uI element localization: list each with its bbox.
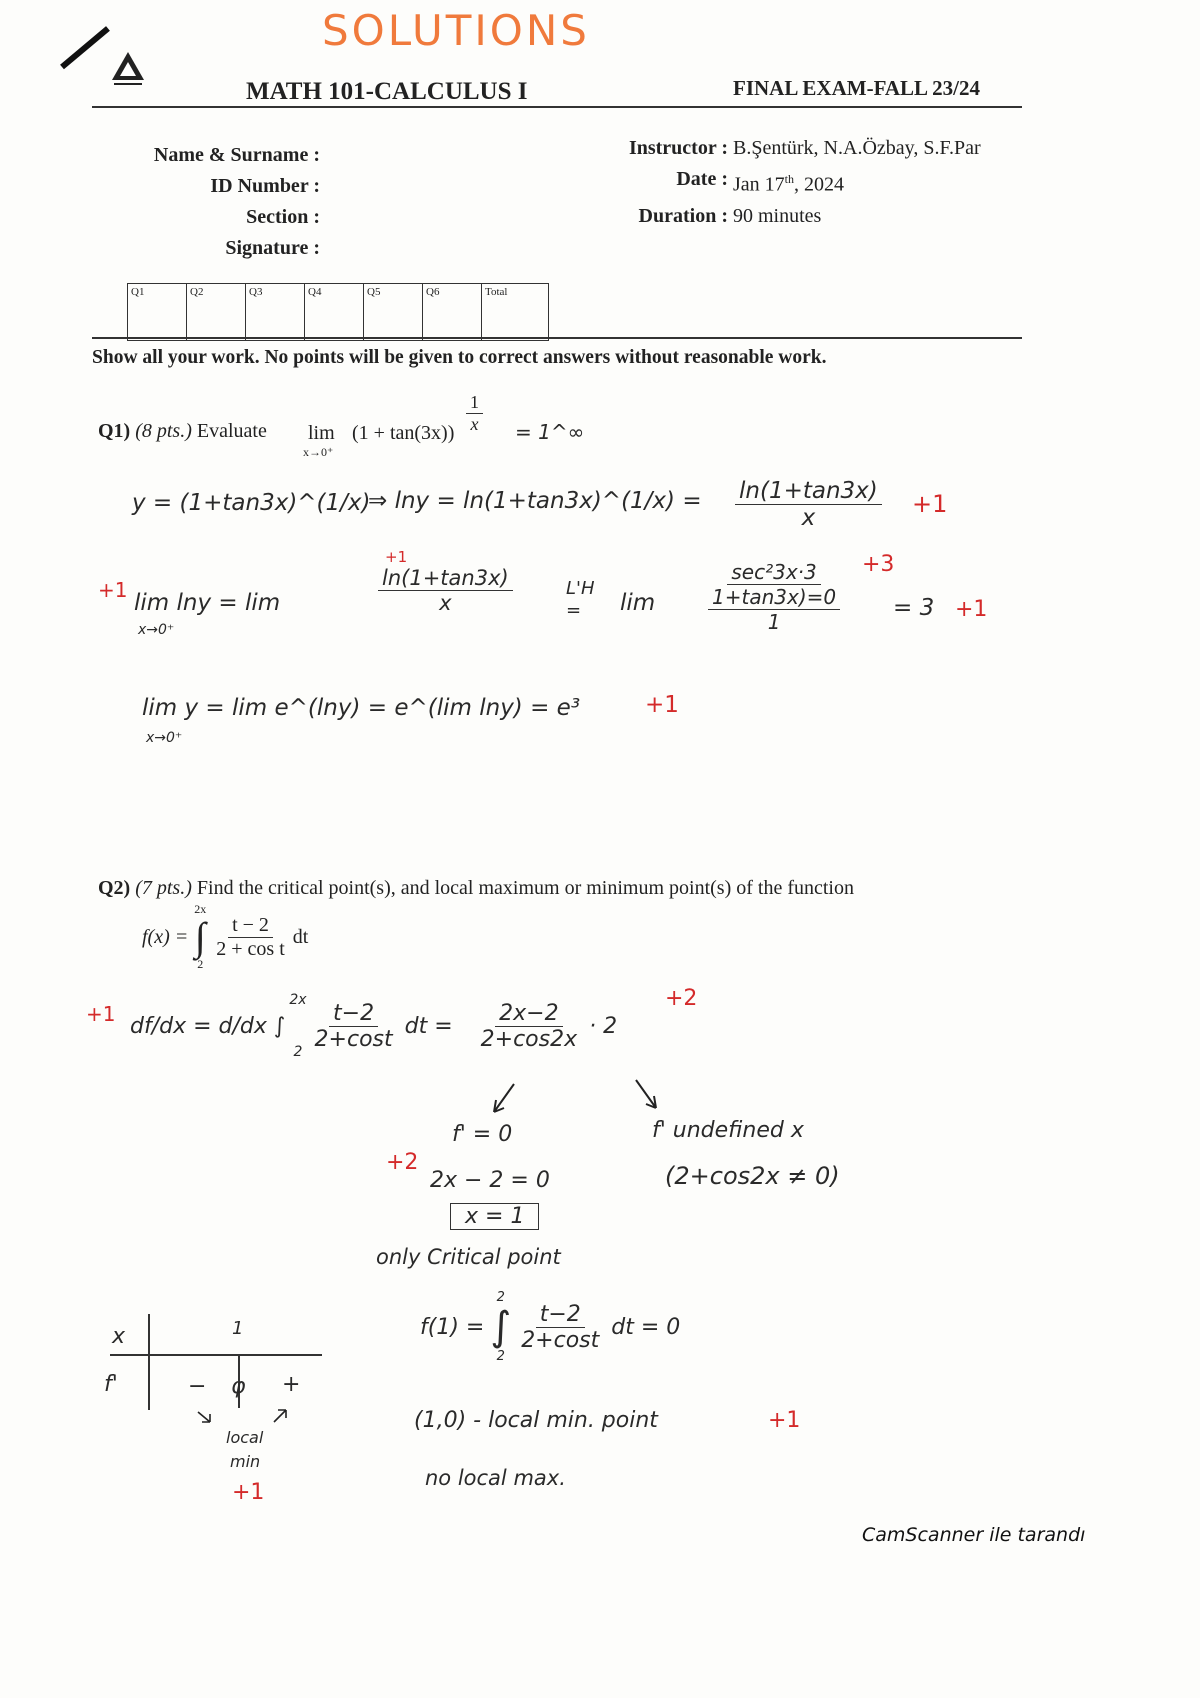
q1-line2-small-points: +1 [385,548,408,566]
q1-line1-points: +1 [912,490,948,518]
increase-arrow-icon [272,1406,292,1430]
q1-line3: lim y = lim e^(lny) = e^(lim lny) = e³ [142,695,581,721]
header-rule [92,106,1022,108]
field-name: Name & Surname : [153,144,320,166]
q2-no-max: no local max. [425,1466,566,1490]
q1-line2-points-left: +1 [98,578,128,602]
q2-eq2: x = 1 [450,1203,539,1230]
q2-f-zero: f' = 0 [452,1122,513,1147]
sign-table-fprime: f' [104,1372,118,1397]
q1-lim: lim [308,422,335,444]
q2-only-critical: only Critical point [376,1245,561,1269]
score-table [127,283,549,341]
scanner-watermark: CamScanner ile tarandı [862,1524,1086,1546]
q2-deriv-res-points: +2 [665,986,698,1011]
q1-expr: (1 + tan(3x)) [352,422,455,444]
pen-mark [60,26,110,69]
sign-table-x: x [112,1324,126,1349]
decrease-arrow-icon [196,1408,216,1432]
arrow-right-icon [632,1076,662,1120]
duration-label: Duration : [638,204,728,227]
q2-derivative: df/dx = d/dx ∫ 2x 2 $\frac{t-2}{2+\cos t}$ dt = $\frac{2x-2}{2+\cos 2x}$ · 2 [130,992,618,1060]
q1-line3-points: +1 [645,692,679,718]
score-cell-q2[interactable]: Q2 [187,284,246,341]
score-cell-q1[interactable]: Q1 [128,284,187,341]
q2-deriv-points: +1 [86,1002,116,1026]
q1-line2-points-a: +3 [862,552,895,577]
sign-table-local: local [226,1428,264,1447]
q1-line1-frac: $\frac{\ln(1+\tan 3x)}{x}$ [735,478,882,531]
q1-prompt: Q1) (8 pts.) Evaluate [98,420,267,442]
field-section: Section : [246,206,320,228]
course-title: MATH 101-CALCULUS I [246,78,528,105]
field-id: ID Number : [210,175,320,197]
q1-line2-lim: lim [620,590,656,616]
q1-lhopital: L'H = [566,578,595,621]
sign-table-zero: φ [231,1374,246,1399]
q1-line2-result: = 3 [893,595,935,621]
q2-f-zero-points: +2 [386,1150,419,1175]
student-fields [110,140,320,264]
arrow-left-icon [488,1080,518,1124]
q1-line1-lhs: y = (1+tan3x)^(1/x) [132,490,371,516]
exam-title: FINAL EXAM-FALL 23/24 [733,76,980,100]
q1-line2-frac: $\frac{\ln(1+\tan 3x)}{x}$ [378,566,513,615]
university-logo-icon [108,48,148,92]
solutions-title: SOLUTIONS [322,6,590,55]
q1-line2-sub: x→0⁺ [138,622,175,638]
sign-table-plus: + [282,1372,301,1397]
q2-prompt: Q2) (7 pts.) Find the critical point(s), and local maximum or minimum point(s) of the function [98,877,854,899]
instructor-value: B.Şentürk, N.A.Özbay, S.F.Par [733,137,981,159]
exam-info [560,133,981,232]
q1-line1-mid: ⇒ lny = ln(1+tan3x)^(1/x) = [368,488,702,514]
sign-table-one: 1 [232,1318,244,1339]
q2-local-min-points: +1 [768,1408,801,1433]
sign-table-minus: − [188,1374,207,1399]
q1-lim-sub: x→0⁺ [303,445,334,459]
duration-value: 90 minutes [733,204,822,227]
score-cell-q4[interactable]: Q4 [305,284,364,341]
sign-table-min: min [230,1452,261,1471]
field-signature: Signature : [225,237,320,259]
instructions-rule [92,337,1022,339]
q2-undefined: f' undefined x [652,1118,804,1143]
q2-function: f(x) = 2x ∫ 2 $\frac{t - 2}{\text{2 + cos t}}$ dt [142,902,309,971]
instructions: Show all your work. No points will be given to correct answers without reasonable work. [92,347,827,368]
score-cell-q5[interactable]: Q5 [364,284,423,341]
q2-local-min: (1,0) - local min. point [414,1408,658,1433]
q1-line2-points-b: +1 [955,597,988,622]
q1-indeterminate: = 1^∞ [515,420,585,444]
q2-f1: f(1) = 2 ∫ 2 $\frac{t-2}{2+\cos t}$ dt = 0 [420,1290,681,1364]
sign-table-vline [148,1314,150,1410]
score-cell-q3[interactable]: Q3 [246,284,305,341]
sign-table-hline [110,1354,322,1356]
score-cell-q6[interactable]: Q6 [423,284,482,341]
sign-table-points: +1 [232,1480,265,1505]
q1-line2-lhs: lim lny = lim [134,590,281,616]
q2-undefined-note: (2+cos2x ≠ 0) [665,1162,840,1190]
q1-line3-sub: x→0⁺ [146,730,183,746]
date-value: Jan 17th, 2024 [733,172,845,196]
q2-eq1: 2x − 2 = 0 [430,1168,550,1193]
score-cell-total[interactable]: Total [482,284,549,341]
date-label: Date : [676,168,728,190]
instructor-label: Instructor : [628,137,728,159]
q1-exponent: $\frac{1}{x}$ [466,392,483,435]
q1-line2-inner-frac: sec²3x·3 1+tan3x)=0 1 [708,560,840,634]
